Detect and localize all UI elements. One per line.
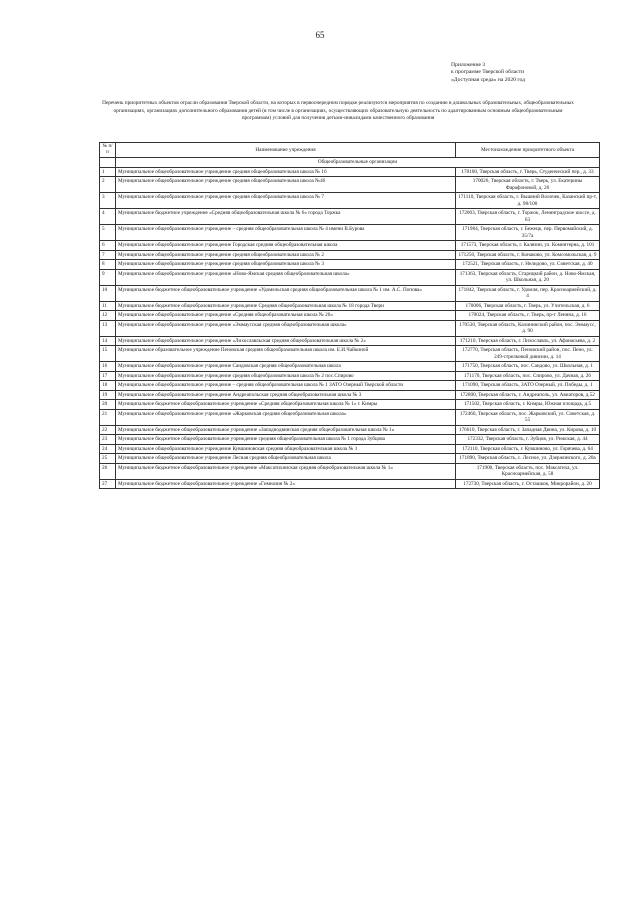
appendix-line-1: Приложение 3 <box>451 62 486 68</box>
object-location: 171573, Тверская область, г. Калязин, ул. Коминтерна, д. 101 <box>456 241 600 251</box>
row-number: 15 <box>100 346 116 362</box>
document-heading: Перечень приоритетных объектов отрасли образования Тверской области, на которых в первоочередном порядке реализуются мероприятия по созданию в дошкольных образовательных, общеобразовательных организациях, организациях дополнительного образования детей (в том числе в организациях, осуществляющих образовательную деятельность по адаптированным основным общеобразовательным программам) условий для получения детьми-инвалидами качественного образования <box>102 100 574 122</box>
row-number: 25 <box>100 454 116 464</box>
table-row <box>100 479 600 489</box>
institution-name: Муниципальное общеобразовательное учреждение средняя общеобразовательная школа № 3 <box>116 260 456 270</box>
institution-name: Муниципальное общеобразовательное учреждение Андреапольская средняя общеобразовательная школа № 3 <box>116 390 456 400</box>
institution-name: Муниципальное бюджетное общеобразовательное учреждение «Средняя общеобразовательная школа № 1» г. Кимры <box>116 400 456 410</box>
institution-name: Муниципальное общеобразовательное учреждение средняя общеобразовательная школа № 7 <box>116 193 456 209</box>
row-number: 26 <box>100 463 116 479</box>
object-location: 172521, Тверская область, г. Нелидово, ул. Советская, д. 40 <box>456 260 600 270</box>
institution-name: Муниципальное общеобразовательное учреждение «Ново-Ямская средняя общеобразовательная школа» <box>116 269 456 285</box>
institution-name: Муниципальное общеобразовательное учреждение «Лихославльская средняя общеобразовательная школа № 2» <box>116 336 456 346</box>
institution-name: Муниципальное бюджетное общеобразовательное учреждение «Максатихинская средняя общеобразовательная школа № 1» <box>116 463 456 479</box>
table-row <box>100 209 600 225</box>
page-number: 65 <box>315 30 325 40</box>
institution-name: Муниципальное общеобразовательное учреждение – средняя общеобразовательная школа № 1 ЗАТО Озерный Тверской области <box>116 381 456 391</box>
table-row <box>100 390 600 400</box>
institution-name: Муниципальное общеобразовательное учреждение средняя общеобразовательная школа № 2 <box>116 250 456 260</box>
table-row <box>100 285 600 301</box>
institution-name: Муниципальное бюджетное общеобразовательное учреждение «Удомельская средняя общеобразовательная школа № 1 им. А.С. Попова» <box>116 285 456 301</box>
institution-name: Муниципальное общеобразовательное учреждение Лесная средняя общеобразовательная школа <box>116 454 456 464</box>
row-number: 3 <box>100 193 116 209</box>
object-location: 172110, Тверская область, г. Кувшиново, ул. Горячева, д. 64 <box>456 444 600 454</box>
table-row <box>100 371 600 381</box>
object-location: 172770, Тверская область, Пеновский район, пос. Пено, ул. 249-стрелковой дивизии, д. 14 <box>456 346 600 362</box>
object-location: 171900, Тверская область, пос. Максатиха, ул. Красноармейская, д. 58 <box>456 463 600 479</box>
object-location: 170026, Тверская область, г. Тверь, ул. Екатерины Фарафоновой, д. 26 <box>456 177 600 193</box>
row-number: 2 <box>100 177 116 193</box>
institution-name: Муниципальное бюджетное общеобразовательное учреждение «Западнодвинская средняя общеобразовательная школа № 1» <box>116 425 456 435</box>
object-location: 170024, Тверская область, г. Тверь, пр-т Ленина, д. 16 <box>456 311 600 321</box>
object-location: 171210, Тверская область, г. Лихославль, ул. Афанасьева, д. 2 <box>456 336 600 346</box>
object-location: 172800, Тверская область, г. Андреаполь, ул. Авиаторов, д.52 <box>456 390 600 400</box>
object-location: 171363, Тверская область, Старицкий район, д. Ново-Ямская, ул. Школьная, д. 20 <box>456 269 600 285</box>
table-row <box>100 346 600 362</box>
table-row <box>100 193 600 209</box>
table-row <box>100 260 600 270</box>
row-number: 7 <box>100 250 116 260</box>
institution-name: Муниципальное бюджетное общеобразовательное учреждение Средняя общеобразовательная школа № 18 города Твери <box>116 301 456 311</box>
table-row <box>100 444 600 454</box>
institution-name: Муниципальное общеобразовательное учреждение Городская средняя общеобразовательная школа <box>116 241 456 251</box>
object-location: 171110, Тверская область, г. Вышний Волочек, Казанский пр-т, д. 98/100 <box>456 193 600 209</box>
object-location: 170100, Тверская область, г. Тверь, Студенческий пер., д. 33 <box>456 167 600 177</box>
object-location: 172003, Тверская область, г. Торжок, Ленинградское шоссе, д. 63 <box>456 209 600 225</box>
table-row <box>100 409 600 425</box>
institution-name: Муниципальное образовательное учреждение Пеновская средняя общеобразовательная школа им. Е.И.Чайкиной <box>116 346 456 362</box>
institution-name: Муниципальное бюджетное общеобразовательное учреждение «Гимназия № 2» <box>116 479 456 489</box>
row-number: 5 <box>100 225 116 241</box>
appendix-note <box>451 62 525 84</box>
row-number: 1 <box>100 167 116 177</box>
table-row <box>100 269 600 285</box>
row-number: 17 <box>100 371 116 381</box>
row-number: 8 <box>100 260 116 270</box>
institution-name: Муниципальное бюджетное учреждение «Средняя общеобразовательная школа № 6» города Торжка <box>116 209 456 225</box>
object-location: 171250, Тверская область, г. Конаково, ул. Комсомольская, д. 9 <box>456 250 600 260</box>
object-location: 176610, Тверская область, г. Западная Двина, ул. Кирова, д. 10 <box>456 425 600 435</box>
section-row <box>100 158 600 168</box>
row-number: 10 <box>100 285 116 301</box>
row-number: 4 <box>100 209 116 225</box>
column-header-location: Местонахождение приоритетного объекта <box>456 143 600 158</box>
object-location: 170006, Тверская область, г. Тверь, ул. Учительская, д. 6 <box>456 301 600 311</box>
object-location: 171984, Тверская область, г. Бежецк, пер. Первомайский, д. 35/7а <box>456 225 600 241</box>
table-row <box>100 167 600 177</box>
table-row <box>100 381 600 391</box>
institution-name: Муниципальное общеобразовательное учреждение «Средняя общеобразовательная школа № 20» <box>116 311 456 321</box>
institution-name: Муниципальное общеобразовательное учреждение «Жарковская средняя общеобразовательная школа» <box>116 409 456 425</box>
table-row <box>100 320 600 336</box>
object-location: 171502, Тверская область, г. Кимры, Южная площадь, д.5 <box>456 400 600 410</box>
table-row <box>100 225 600 241</box>
row-number: 19 <box>100 390 116 400</box>
object-location: 171090, Тверская область, ЗАТО Озерный, ул. Победы, д. 1 <box>456 381 600 391</box>
table-row <box>100 177 600 193</box>
row-number: 6 <box>100 241 116 251</box>
object-location: 172730, Тверская область, г. Осташков, Микрорайон, д. 20 <box>456 479 600 489</box>
appendix-line-3: «Доступная среда» на 2020 год <box>451 76 525 83</box>
column-header-name: Наименование учреждения <box>116 143 456 158</box>
row-number: 18 <box>100 381 116 391</box>
table-row <box>100 311 600 321</box>
table-row <box>100 301 600 311</box>
object-location: 172460, Тверская область, пос. Жарковский, ул. Советская, д. 55 <box>456 409 600 425</box>
row-number: 12 <box>100 311 116 321</box>
row-number: 13 <box>100 320 116 336</box>
priority-objects-table <box>99 142 600 489</box>
table-row <box>100 250 600 260</box>
table-row <box>100 362 600 372</box>
object-location: 171750, Тверская область, пос. Сандово, ул. Школьная, д. 1 <box>456 362 600 372</box>
row-number: 22 <box>100 425 116 435</box>
institution-name: Муниципальное общеобразовательное учреждение средняя общеобразовательная школа № 2 пос.Спирово <box>116 371 456 381</box>
row-number: 14 <box>100 336 116 346</box>
row-number: 16 <box>100 362 116 372</box>
table-row <box>100 336 600 346</box>
table-row <box>100 425 600 435</box>
object-location: 172332, Тверская область, г. Зубцов, ул. Рижская, д. 44 <box>456 435 600 445</box>
row-number: 20 <box>100 400 116 410</box>
institution-name: Муниципальное общеобразовательное учреждение Сандовская средняя общеобразовательная школа <box>116 362 456 372</box>
table-header-row <box>100 143 600 158</box>
row-number: 9 <box>100 269 116 285</box>
row-number: 27 <box>100 479 116 489</box>
row-number: 21 <box>100 409 116 425</box>
institution-name: Муниципальное общеобразовательное учреждение – средняя общеобразовательная школа № 4 имени В.Бурова <box>116 225 456 241</box>
object-location: 171842, Тверская область, г. Удомля, пер. Красноармейский, д. 4 <box>456 285 600 301</box>
institution-name: Муниципальное бюджетное общеобразовательное учреждение средняя общеобразовательная школа № 1 города Зубцова <box>116 435 456 445</box>
appendix-line-2: к программе Тверской области <box>451 69 525 76</box>
row-number: 11 <box>100 301 116 311</box>
table-row <box>100 435 600 445</box>
section-spacer <box>100 158 116 168</box>
section-title: Общеобразовательные организации <box>116 158 600 168</box>
table-row <box>100 400 600 410</box>
institution-name: Муниципальное общеобразовательное учреждение средняя общеобразовательная школа №46 <box>116 177 456 193</box>
table-row <box>100 454 600 464</box>
object-location: 171170, Тверская область, пос. Спирово, ул. Дачная, д. 26 <box>456 371 600 381</box>
row-number: 23 <box>100 435 116 445</box>
institution-name: Муниципальное общеобразовательное учреждение Кувшиновская средняя общеобразовательная школа № 1 <box>116 444 456 454</box>
table-row <box>100 241 600 251</box>
institution-name: Муниципальное общеобразовательное учреждение средняя общеобразовательная школа № 16 <box>116 167 456 177</box>
object-location: 170530, Тверская область, Калининский район, пос. Эммаусс, д. 90 <box>456 320 600 336</box>
object-location: 171890, Тверская область, с. Лесное, ул. Дзержинского, д. 20а <box>456 454 600 464</box>
table-row <box>100 463 600 479</box>
institution-name: Муниципальное общеобразовательное учреждение «Эммаусская средняя общеобразовательная школа» <box>116 320 456 336</box>
column-header-number: № п/п <box>100 143 116 158</box>
row-number: 24 <box>100 444 116 454</box>
